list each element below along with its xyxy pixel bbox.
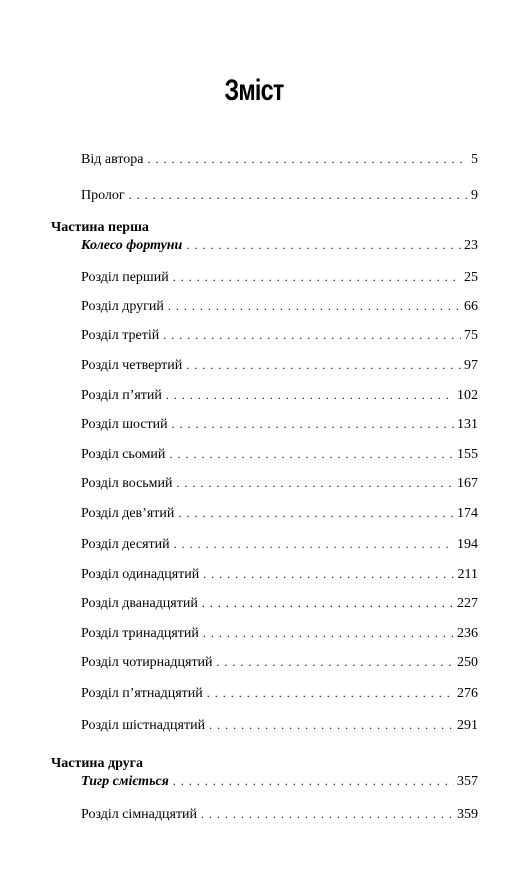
toc-entry-label: Пролог (81, 188, 125, 203)
part-heading: Частина перша (51, 220, 149, 235)
dot-leader (163, 326, 461, 344)
toc-entry-label: Розділ дванадцятий (81, 596, 198, 611)
toc-entry-label: Розділ третій (81, 328, 160, 343)
toc-entry-page: 174 (457, 506, 478, 521)
toc-entry-page: 276 (457, 686, 478, 701)
toc-entry-label: Розділ шостий (81, 417, 168, 432)
toc-entry-label: Розділ тринадцятий (81, 626, 199, 641)
dot-leader (202, 594, 454, 612)
toc-entry (81, 356, 478, 375)
dot-leader (203, 565, 454, 583)
toc-entry (81, 684, 478, 703)
toc-entry-label: Розділ восьмий (81, 476, 173, 491)
toc-entry (81, 326, 478, 345)
dot-leader (169, 445, 454, 463)
toc-entry (81, 445, 478, 464)
toc-entry-page: 211 (457, 567, 478, 582)
toc-entry (81, 504, 478, 523)
toc-entry-page: 155 (457, 447, 478, 462)
toc-entry (81, 594, 478, 613)
toc-entry-page: 23 (464, 238, 478, 253)
toc-entry-label: Розділ шістнадцятий (81, 718, 206, 733)
dot-leader (173, 268, 461, 286)
toc-entry (81, 772, 478, 791)
toc-entry-label: Розділ четвертий (81, 358, 183, 373)
toc-entry (81, 624, 478, 643)
toc-entry (81, 535, 478, 554)
toc-entry-page: 167 (457, 476, 478, 491)
toc-entry-label: Розділ одинадцятий (81, 567, 200, 582)
dot-leader (201, 805, 454, 823)
toc-entry (81, 716, 478, 735)
toc-entry (81, 150, 478, 169)
toc-entry-label: Розділ перший (81, 270, 169, 285)
toc-entry-page: 357 (457, 774, 478, 789)
dot-leader (186, 236, 461, 254)
toc-entry-page: 25 (464, 270, 478, 285)
part-heading: Частина друга (51, 756, 144, 771)
page-title: Зміст (224, 74, 284, 107)
dot-leader (186, 356, 461, 374)
toc-entry (81, 415, 478, 434)
toc-entry-label: Розділ сімнадцятий (81, 807, 198, 822)
toc-entry-page: 359 (457, 807, 478, 822)
dot-leader (147, 150, 468, 168)
toc-entry (81, 297, 478, 316)
toc-entry-page: 291 (457, 718, 478, 733)
toc-entry (81, 386, 478, 405)
dot-leader (173, 772, 454, 790)
toc-entry-page: 5 (471, 152, 478, 167)
dot-leader (209, 716, 454, 734)
toc-entry-page: 194 (457, 537, 478, 552)
toc-entry-label: Розділ п’ятий (81, 388, 162, 403)
toc-entry-label: Розділ десятий (81, 537, 170, 552)
toc-entry-page: 97 (464, 358, 478, 373)
toc-entry-page: 250 (457, 655, 478, 670)
toc-entry (81, 186, 478, 205)
toc-entry (81, 268, 478, 287)
toc-entry-label: Розділ чотирнадцятий (81, 655, 213, 670)
toc-entry (81, 565, 478, 584)
toc-entry-page: 227 (457, 596, 478, 611)
toc-entry-page: 9 (471, 188, 478, 203)
dot-leader (129, 186, 468, 204)
toc-entry (81, 474, 478, 493)
toc-entry-label: Розділ дев’ятий (81, 506, 175, 521)
toc-entry (81, 653, 478, 672)
dot-leader (207, 684, 454, 702)
toc-entry-label: Колесо фортуни (81, 238, 183, 253)
dot-leader (217, 653, 454, 671)
dot-leader (178, 504, 454, 522)
toc-entry-label: Розділ п’ятнадцятий (81, 686, 203, 701)
toc-entry-label: Тигр сміється (81, 774, 169, 789)
dot-leader (177, 474, 454, 492)
dot-leader (203, 624, 454, 642)
toc-entry-label: Розділ сьомий (81, 447, 166, 462)
toc-entry-label: Від автора (81, 152, 144, 167)
toc-entry-page: 236 (457, 626, 478, 641)
dot-leader (166, 386, 454, 404)
toc-entry (81, 805, 478, 824)
toc-entry-label: Розділ другий (81, 299, 164, 314)
toc-entry-page: 66 (464, 299, 478, 314)
toc-entry-page: 102 (457, 388, 478, 403)
dot-leader (172, 415, 454, 433)
toc-entry-page: 75 (464, 328, 478, 343)
toc-entry-page: 131 (457, 417, 478, 432)
dot-leader (174, 535, 454, 553)
dot-leader (168, 297, 461, 315)
toc-entry (81, 236, 478, 255)
